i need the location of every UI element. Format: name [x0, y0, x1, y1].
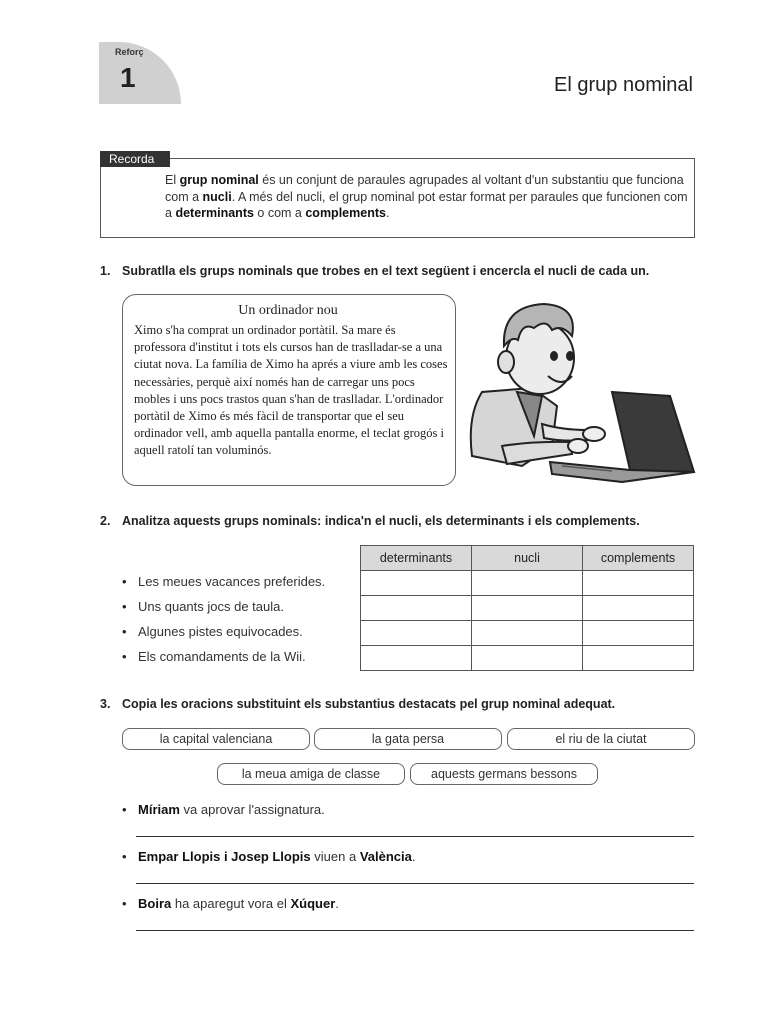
exercise-2-instruction: [100, 514, 640, 528]
text-run: .: [411, 849, 416, 864]
bold-term: Boira: [138, 896, 172, 911]
boy-icon: [471, 304, 605, 466]
bold-term: determinants: [175, 206, 254, 220]
sentence-text: [138, 849, 415, 864]
list-item: • Algunes pistes equivocades.: [122, 624, 303, 639]
option-chip[interactable]: la gata persa: [314, 728, 502, 750]
page-title: El grup nominal: [554, 74, 693, 96]
text-run: viuen a: [310, 849, 360, 864]
bold-term: Xúquer: [290, 896, 336, 911]
option-chip[interactable]: aquests germans bessons: [410, 763, 598, 785]
answer-cell[interactable]: [583, 621, 694, 646]
text-run: . A més del nucli, el grup nominal pot estar format per paraules que funcionen com a: [165, 189, 688, 220]
reading-text: Ximo s'ha comprat un ordinador portàtil. Sa mare és professora d'institut i tots els cursos han de traslladar-se a una ciutat nova. La família de Ximo ha aprés a viure amb les coses necessàries, perquè així només han de carregar uns pocs mobles i uns pocs trastos quan s'han de traslladar. L'ordinador portàtil de Ximo és més fàcil de transportar que el seu ordinador vell, amb aquella pantalla enorme, el teclat grogós i aquell ratolí tan voluminós.: [134, 323, 448, 458]
boy-laptop-illustration: [462, 296, 698, 486]
instruction-text: Analitza aquests grups nominals: indica'n el nucli, els determinants i els complements.: [122, 514, 640, 528]
unit-number: 1: [120, 62, 136, 93]
bold-term: nucli: [202, 189, 232, 204]
table-row: [361, 571, 694, 596]
column-header: nucli: [472, 546, 583, 571]
text-run: .: [335, 896, 339, 911]
answer-cell[interactable]: [361, 596, 472, 621]
answer-line[interactable]: [136, 930, 694, 931]
bold-term: complements: [305, 206, 386, 220]
option-chip[interactable]: la meua amiga de classe: [217, 763, 405, 785]
text-run: o com a: [253, 206, 306, 220]
exercise-number: 2.: [100, 514, 111, 528]
answer-cell[interactable]: [361, 571, 472, 596]
table-row: [361, 646, 694, 671]
sentence-item: • Míriam va aprovar l'assignatura.: [122, 802, 325, 817]
text-run: .: [385, 206, 390, 220]
column-header: complements: [583, 546, 694, 571]
sentence-text: [138, 802, 325, 817]
instruction-text: Copia les oracions substituint els substantius destacats pel grup nominal adequat.: [122, 697, 616, 711]
exercise-number: 1.: [100, 264, 111, 278]
answer-cell[interactable]: [583, 571, 694, 596]
recorda-tag: Recorda: [100, 151, 170, 167]
answer-cell[interactable]: [583, 646, 694, 671]
reading-title: Un ordinador nou: [238, 303, 338, 318]
bold-term: Míriam: [138, 802, 180, 817]
option-chip[interactable]: el riu de la ciutat: [507, 728, 695, 750]
answer-cell[interactable]: [361, 621, 472, 646]
answer-cell[interactable]: [472, 571, 583, 596]
answer-cell[interactable]: [361, 646, 472, 671]
answer-cell[interactable]: [472, 596, 583, 621]
text-run: El: [165, 173, 180, 187]
bold-term: grup nominal: [179, 173, 259, 187]
text-run: és un conjunt de paraules agrupades al voltant d'un substantiu que funciona com a: [165, 173, 684, 204]
bold-term: València: [359, 849, 412, 864]
text-run: ha aparegut vora el: [171, 896, 291, 911]
answer-cell[interactable]: [583, 596, 694, 621]
sentence-item: • Empar Llopis i Josep Llopis viuen a València.: [122, 849, 416, 864]
table-row: [361, 621, 694, 646]
tab-label: Reforç: [115, 47, 144, 57]
instruction-text: Subratlla els grups nominals que trobes en el text següent i encercla el nucli de cada un.: [122, 264, 650, 278]
sentence-item: • Boira ha aparegut vora el Xúquer.: [122, 896, 339, 911]
sentence-text: [138, 896, 339, 911]
answer-cell[interactable]: [472, 621, 583, 646]
option-chip[interactable]: la capital valenciana: [122, 728, 310, 750]
recorda-text: [165, 172, 690, 222]
exercise-number: 3.: [100, 697, 111, 711]
list-item: • Les meues vacances preferides.: [122, 574, 326, 589]
table-row: [361, 596, 694, 621]
answer-cell[interactable]: [472, 646, 583, 671]
exercise-3-instruction: [100, 697, 615, 711]
list-item: • Uns quants jocs de taula.: [122, 599, 284, 614]
list-item: • Els comandaments de la Wii.: [122, 649, 306, 664]
bold-term: Empar Llopis i Josep Llopis: [138, 849, 311, 864]
answer-line[interactable]: [136, 883, 694, 884]
answer-line[interactable]: [136, 836, 694, 837]
text-run: va aprovar l'assignatura.: [179, 802, 325, 817]
column-header: determinants: [361, 546, 472, 571]
exercise-1-instruction: [100, 264, 649, 278]
analysis-table: [360, 545, 694, 671]
